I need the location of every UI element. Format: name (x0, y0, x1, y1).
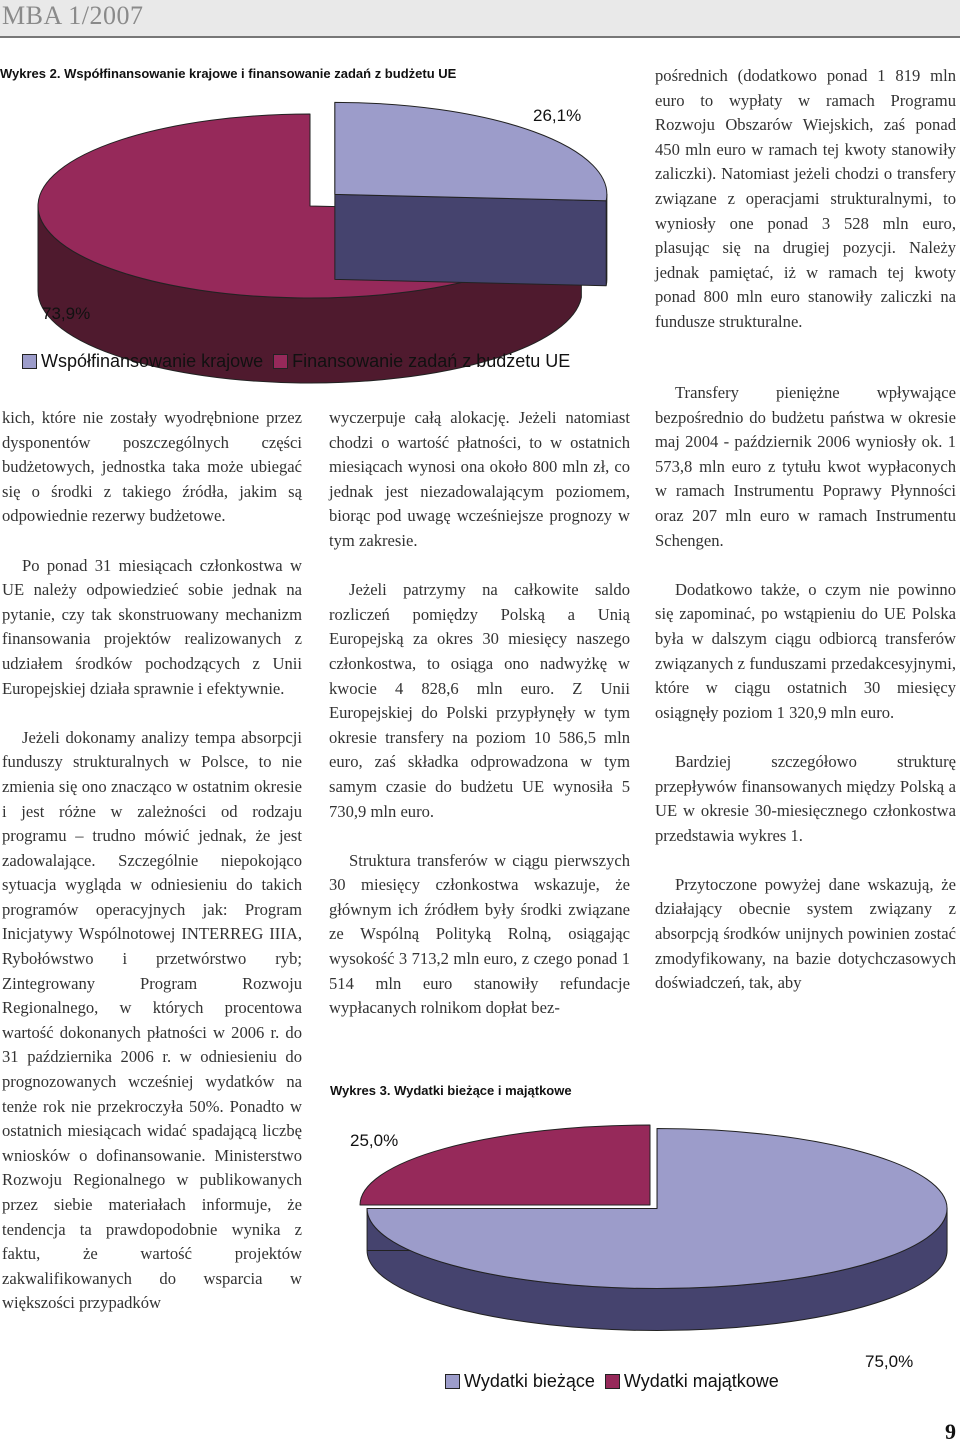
paragraph: Struktura transferów w ciągu pierwszych 30 miesięcy członkostwa wskazuje, że głównym ich źródłem były środki związane ze Wspólną Polityką Rolną, osiągając wysokość 3 713,2 mln euro, z czego ponad 1 514 mln euro stanowiły refundacje wypłacanych rolnikom dopłat bez- (329, 850, 630, 1018)
right-column-top (655, 64, 956, 335)
chart2-legend-item-biezace (445, 1371, 595, 1392)
chart1-legend-label-finansowanie: Finansowanie zadań z budżetu UE (292, 351, 571, 371)
chart2-legend-swatch-biezace (445, 1374, 460, 1389)
paragraph: Jeżeli dokonamy analizy tempa absorpcji funduszy strukturalnych w Polsce, to nie zmienia się ono znacząco w ostatnim okresie i jest różne w zależności od rodzaju programu – trudno mówić jednak, że jest zadowalające. Szczególnie niepokojąco sytuacja wygląda w odniesieniu do takich programów operacyjnych jak: Program Inicjatywy Wspólnotowej INTERREG IIIA, Rybołówstwo i przetwórstwo ryb; Zintegrowany Program Rozwoju Regionalnego, w których procentowa wartość dokonanych płatności w 2006 r. do 31 października 2006 r. w odniesieniu do prognozowanych wcześniej wydatków na tenże rok nie przekroczyła 50%. Ponadto w ostatnich miesiącach widać spadającą liczbę wniosków o dofinansowanie. Ministerstwo Rozwoju Regionalnego w publikowanych przez siebie materiałach informuje, że tendencja ta prawdopodobnie wynika z faktu, że wartość projektów zakwalifikowanych do wsparcia w większości przypadków (2, 727, 302, 1313)
chart2-label-majatkowe: 25,0% (350, 1131, 399, 1150)
paragraph: kich, które nie zostały wyodrębnione przez dysponentów poszczególnych części budżetowych, jednostka taka może ubiegać się o środki z takiego źródła, jakim są odpowiednie rezerwy budżetowe. (2, 408, 302, 526)
chart1-legend-item-wspolfinansowanie (22, 351, 263, 372)
paragraph: Transfery pieniężne wpływające bezpośrednio do budżetu państwa w okresie maj 2004 - październik 2006 wyniosły ok. 1 573,8 mln euro z tytułu kwot wypłaconych w ramach Instrumentu Poprawy Płynności oraz 207 mln euro w ramach Instrumentu Schengen. (655, 383, 956, 550)
paragraph: pośrednich (dodatkowo ponad 1 819 mln euro to wypłaty w ramach Programu Rozwoju Obszarów Wiejskich, zaś ponad 450 mln euro w ramach tej kwoty stanowiły zaliczki). Natomiast jeżeli chodzi o transfery związane z operacjami strukturalnymi, to wyniosły one ponad 3 528 mln euro, plasując się na drugiej pozycji. Należy jednak pamiętać, iż w ramach tej kwoty ponad 800 mln euro stanowiły zaliczki na fundusze strukturalne. (655, 66, 956, 331)
paragraph: Po ponad 31 miesiącach członkostwa w UE należy odpowiedzieć sobie jednak na pytanie, czy tak skonstruowany mechanizm finansowania projektów realizowanych z udziałem środków pochodzących z Unii Europejskiej działa sprawnie i efektywnie. (2, 555, 302, 698)
paragraph: Dodatkowo także, o czym nie powinno się zapominać, po wstąpieniu do UE Polska była w dalszym ciągu odbiorcą transferów związanych z funduszami przedakcesyjnymi, które w ciągu ostatnich 30 miesięcy osiągnęły poziom 1 320,9 mln euro. (655, 579, 956, 722)
chart2-legend-label-majatkowe: Wydatki majątkowe (623, 1371, 779, 1391)
chart2-legend-swatch-majatkowe (605, 1374, 620, 1389)
page-number: 9 (945, 1419, 956, 1444)
paragraph: Bardziej szczegółowo strukturę przepływów finansowanych między Polską a UE w okresie 30-miesięcznego członkostwa przedstawia wykres 1. (655, 751, 956, 845)
chart2-legend-label-biezace: Wydatki bieżące (464, 1371, 595, 1391)
chart2-title: Wykres 3. Wydatki bieżące i majątkowe (330, 1083, 572, 1098)
chart1-legend (22, 351, 580, 372)
chart1-label-wspolfinansowanie: 26,1% (533, 106, 582, 125)
chart1-legend-swatch-finansowanie (273, 354, 288, 369)
chart2-label-biezace: 75,0% (865, 1352, 914, 1371)
page-header (0, 0, 960, 38)
right-column (655, 381, 956, 996)
journal-title: MBA 1/2007 (2, 1, 144, 30)
chart1-legend-swatch-wspolfinansowanie (22, 354, 37, 369)
paragraph: Jeżeli patrzymy na całkowite saldo rozliczeń pomiędzy Polską a Unią Europejską za okres 30 miesięcy naszego członkostwa, to osiąga ono nadwyżkę w kwocie 4 828,6 mln euro. Z Unii Europejskiej do Polski przypłynęły w tym okresie transfery na poziom 10 586,5 mln euro, zaś składka odprowadzona w tym samym czasie do budżetu UE wynosiła 5 730,9 mln euro. (329, 580, 630, 821)
chart2-pie (330, 1110, 950, 1370)
chart2-legend-item-majatkowe (605, 1371, 779, 1392)
chart1-label-finansowanie: 73,9% (42, 304, 91, 323)
chart2-legend (445, 1371, 789, 1392)
paragraph: Przytoczone powyżej dane wskazują, że działający obecnie system związany z absorpcją środków unijnych powinien zostać zmodyfikowany, na bazie dotychczasowych doświadczeń, tak, aby (655, 874, 956, 993)
left-column (2, 406, 302, 1316)
paragraph: wyczerpuje całą alokację. Jeżeli natomiast chodzi o wartość płatności, to w ostatnich miesiącach wynosi ona około 800 mln zł, co jednak jest niezadowalającym poziomem, biorąc pod uwagę wcześniejsze prognozy w tym zakresie. (329, 408, 630, 550)
middle-column (329, 406, 630, 1021)
chart2-slice-majatkowe (360, 1125, 650, 1205)
chart1-legend-item-finansowanie (273, 351, 570, 372)
chart1-legend-label-wspolfinansowanie: Współfinansowanie krajowe (41, 351, 264, 371)
chart1-pie (0, 86, 640, 386)
chart1-title: Wykres 2. Współfinansowanie krajowe i finansowanie zadań z budżetu UE (0, 66, 457, 81)
